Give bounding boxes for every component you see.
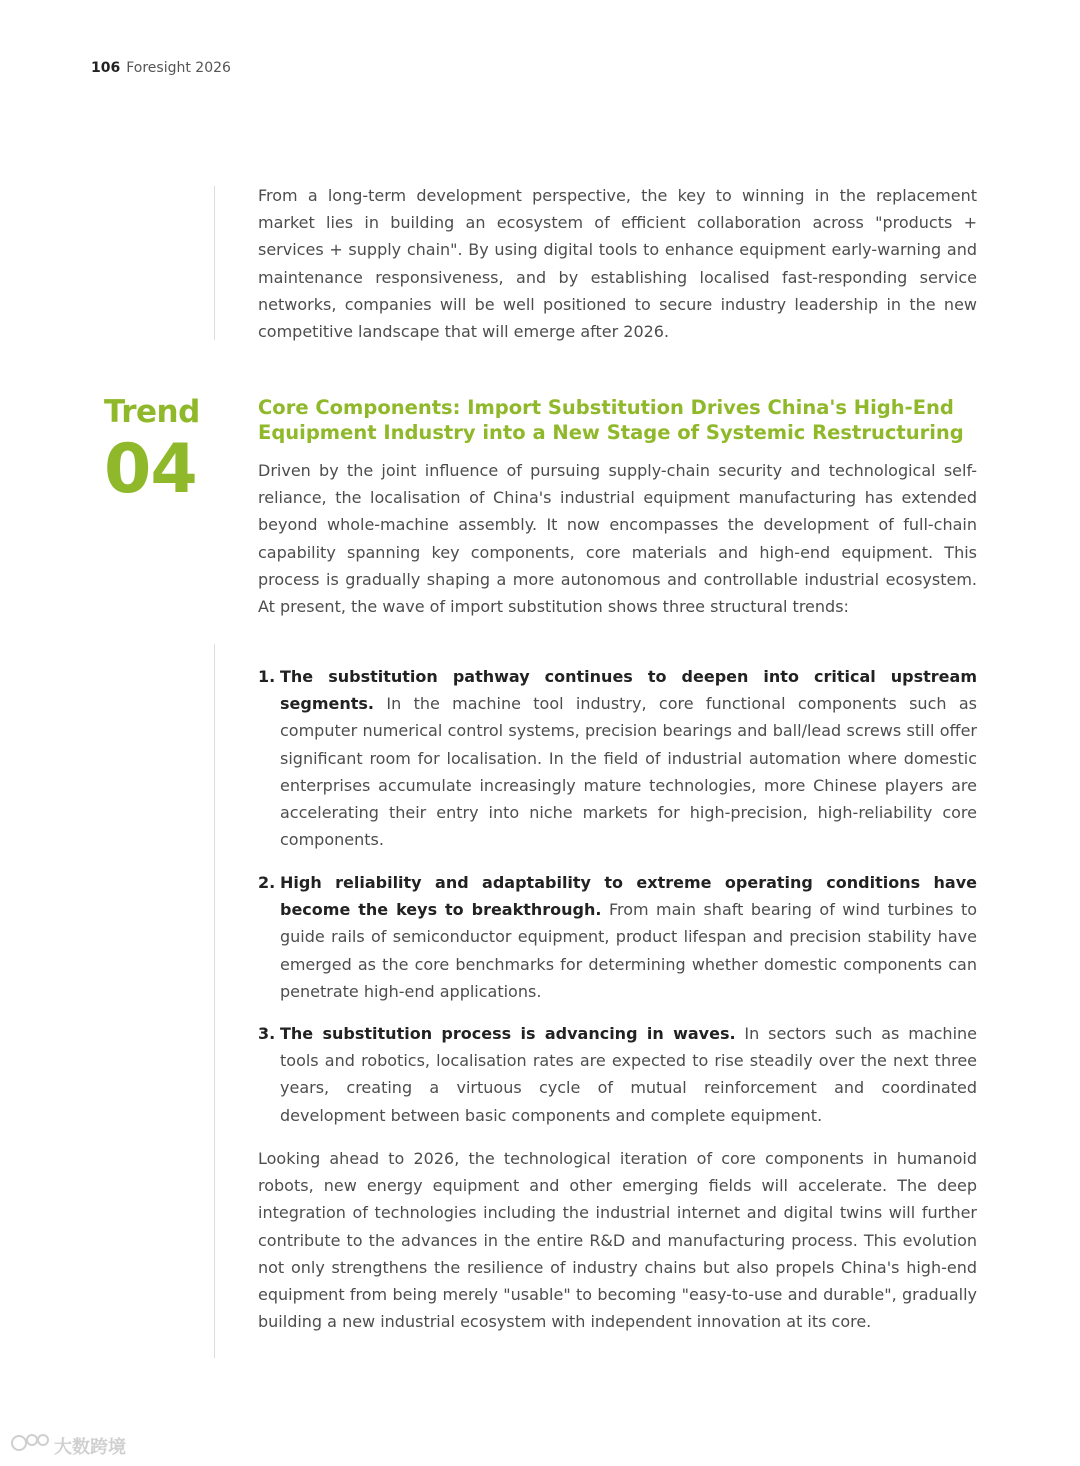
list-item-text: In sectors such as machine tools and robotics, localisation rates are expected to rise steadily over the next three years, creating a virtuous cycle of mutual reinforcement and coordinated development between basic components and complete equipment.: [280, 1024, 977, 1125]
list-item-heading: The substitution pathway continues to deepen into critical upstream segments.: [280, 667, 977, 714]
watermark-text: 大数跨境: [54, 1436, 126, 1458]
list-item: [258, 1020, 977, 1129]
lead-paragraph: Driven by the joint influence of pursuing supply-chain security and technological self-reliance, the localisation of China's industrial equipment manufacturing has extended beyond whole-machine assembly. It now encompasses the development of full-chain capability spanning key components, core materials and high-end equipment. This process is gradually shaping a more autonomous and controllable industrial ecosystem. At present, the wave of import substitution shows three structural trends:: [258, 461, 977, 617]
list-item-heading: High reliability and adaptability to extreme operating conditions have become the keys to breakthrough.: [280, 873, 977, 920]
trend-list-item-3: [258, 1020, 977, 1129]
list-item-text: From main shaft bearing of wind turbines to guide rails of semiconductor equipment, product lifespan and precision stability have emerged as the core benchmarks for determining whether domestic components can penetrate high-end applications.: [280, 900, 978, 1001]
trend-list-item-2: [258, 869, 977, 1005]
closing-paragraph: Looking ahead to 2026, the technological iteration of core components in humanoid robots, new energy equipment and other emerging fields will accelerate. The deep integration of technologies including the industrial internet and digital twins will further contribute to the advances in the entire R&D and manufacturing process. This evolution not only strengthens the resilience of industry chains but also propels China's high-end equipment from being merely "usable" to becoming "easy-to-use and durable", gradually building a new industrial ecosystem with independent innovation at its core.: [258, 1149, 977, 1332]
vertical-rule-bottom: [214, 644, 215, 1358]
trend-list-item-1: [258, 663, 977, 853]
running-header: [91, 60, 231, 76]
trend-label: Trend: [104, 394, 200, 430]
watermark-logo-icon: [10, 1432, 50, 1459]
list-item-number: 2.: [258, 873, 276, 892]
trend-number: 04: [104, 430, 197, 509]
list-item: [258, 869, 977, 1005]
list-item-number: 1.: [258, 667, 276, 686]
intro-paragraph: From a long-term development perspective, the key to winning in the replacement market lies in building an ecosystem of efficient collaboration across "products + services + supply chain". By using digital tools to enhance equipment early-warning and maintenance responsiveness, and by establishing localised fast-responding service networks, companies will be well positioned to secure industry leadership in the new competitive landscape that will emerge after 2026.: [258, 186, 977, 342]
vertical-rule-top: [214, 186, 215, 340]
watermark: [10, 1432, 126, 1459]
section-title: Core Components: Import Substitution Drives China's High-End Equipment Industry into a New Stage of Systemic Restructuring: [258, 396, 964, 444]
list-item: [258, 663, 977, 853]
page-number: 106: [91, 60, 121, 76]
publication-title: Foresight 2026: [126, 60, 231, 76]
list-item-heading: The substitution process is advancing in waves.: [280, 1024, 736, 1043]
list-item-text: In the machine tool industry, core functional components such as computer numerical control systems, precision bearings and ball/lead screws still offer significant room for localisation. In the field of industrial automation where domestic enterprises accumulate increasingly mature technologies, more Chinese players are accelerating their entry into niche markets for high-precision, high-reliability core components.: [280, 694, 977, 850]
list-item-number: 3.: [258, 1024, 276, 1043]
